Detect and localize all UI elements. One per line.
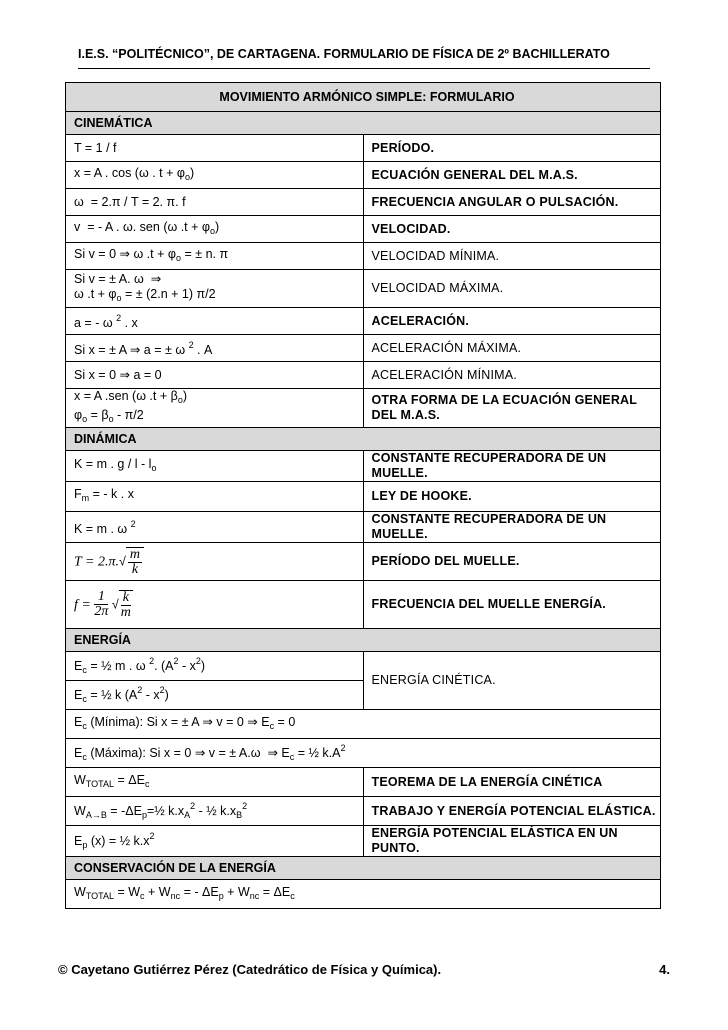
formula-periodo-muelle: T = 2.π.√ $\frac{m}{k}$ [66,543,364,581]
desc-periodo: PERÍODO. [363,135,661,162]
desc-velocidad-maxima: VELOCIDAD MÁXIMA. [363,270,661,308]
page-header: I.E.S. “POLITÉCNICO”, DE CARTAGENA. FORMULARIO DE FÍSICA DE 2º BACHILLERATO [78,47,610,61]
desc-constante-recuperadora-1: CONSTANTE RECUPERADORA DE UN MUELLE. [363,451,661,482]
formula-ec-minima: $E_c$ (Mínima): Si x = ± A ⇒ v = 0 ⇒ $E_c = 0$ [66,710,661,739]
formula-aceleracion-maxima: Si x = ± A ⇒ a = ± ω $^2$ . A [66,335,364,362]
desc-frecuencia-muelle: FRECUENCIA DEL MUELLE ENERGÍA. [363,581,661,629]
formula-conservacion: $W_{TOTAL} = W_c + W_{nc}$ = - $\Delta E_p + W_{nc} = \Delta E_c$ [66,880,661,909]
formula-ec-1: $E_c$ = ½ m . ω $^2$. $(A^2 - x^2)$ [66,652,364,681]
section-energia: ENERGÍA [66,629,661,652]
formula-w-ab: $W_{A\to B}$ = $-\Delta E_p=\frac{1}{2}$ $k.x_A^2$ - ½ $k.x_B^2$ [66,797,364,826]
formula-ec-2: $E_c$ = ½ k $(A^2 - x^2)$ [66,681,364,710]
formula-velocidad-maxima: Si v = ± A. ω ⇒ ω $.t + \varphi_o$ = ± (2.n + 1) π/2 [66,270,364,308]
formula-constante-recuperadora-2: K = m . ω $^2$ [66,512,364,543]
desc-ecuacion-general: ECUACIÓN GENERAL DEL M.A.S. [363,162,661,189]
formula-table [65,82,661,909]
desc-ley-hooke: LEY DE HOOKE. [363,482,661,512]
section-conservacion: CONSERVACIÓN DE LA ENERGÍA [66,857,661,880]
section-cinematica: CINEMÁTICA [66,112,661,135]
desc-aceleracion-minima: ACELERACIÓN MÍNIMA. [363,362,661,389]
formula-periodo: T = 1 / f [66,135,364,162]
formula-otra-forma: x = A .sen (ω $.t + \beta_o$) $\varphi_o = \beta_o - \pi/2$ [66,389,364,428]
formula-velocidad-minima: Si v = 0 ⇒ ω $.t + \varphi_o$ = ± n. π [66,243,364,270]
formula-frecuencia-angular: ω = 2.π / T = 2. π. f [66,189,364,216]
page-number: 4. [659,962,670,977]
desc-velocidad-minima: VELOCIDAD MÍNIMA. [363,243,661,270]
formula-constante-recuperadora-1: K = m . g / l - $l_o$ [66,451,364,482]
desc-velocidad: VELOCIDAD. [363,216,661,243]
formula-ec-maxima: $E_c$ (Máxima): Si x = 0 ⇒ v = ± A.ω ⇒ $E_c$ = ½ $k.A^2$ [66,739,661,768]
desc-otra-forma: OTRA FORMA DE LA ECUACIÓN GENERAL DEL M.A.S. [363,389,661,428]
desc-aceleracion-maxima: ACELERACIÓN MÁXIMA. [363,335,661,362]
formula-ep: $E_p$ (x) = ½ $k.x^2$ [66,826,364,857]
formula-aceleracion-minima: Si x = 0 ⇒ a = 0 [66,362,364,389]
footer-author: © Cayetano Gutiérrez Pérez (Catedrático de Física y Química). [58,962,442,977]
page-title: MOVIMIENTO ARMÓNICO SIMPLE: FORMULARIO [66,83,661,112]
desc-periodo-muelle: PERÍODO DEL MUELLE. [363,543,661,581]
page-footer [58,962,670,977]
formula-aceleracion: a = - ω $^2$ . x [66,308,364,335]
formula-velocidad: v = - A . ω. sen (ω $.t + \varphi_o$) [66,216,364,243]
desc-frecuencia-angular: FRECUENCIA ANGULAR O PULSACIÓN. [363,189,661,216]
desc-teorema-energia: TEOREMA DE LA ENERGÍA CINÉTICA [363,768,661,797]
desc-energia-cinetica: ENERGÍA CINÉTICA. [363,652,661,710]
formula-w-total: $W_{TOTAL} = \Delta E_c$ [66,768,364,797]
desc-aceleracion: ACELERACIÓN. [363,308,661,335]
desc-energia-potencial-punto: ENERGÍA POTENCIAL ELÁSTICA EN UN PUNTO. [363,826,661,857]
desc-constante-recuperadora-2: CONSTANTE RECUPERADORA DE UN MUELLE. [363,512,661,543]
formula-frecuencia-muelle: f = $\frac{1}{2\pi}$ √ $\frac{k}{m}$ [66,581,364,629]
formula-ley-hooke: $F_m$ = - k . x [66,482,364,512]
desc-trabajo-energia: TRABAJO Y ENERGÍA POTENCIAL ELÁSTICA. [363,797,661,826]
header-rule [78,68,650,69]
section-dinamica: DINÁMICA [66,428,661,451]
formula-ecuacion-general: x = A . cos (ω . $t + \varphi_o$) [66,162,364,189]
